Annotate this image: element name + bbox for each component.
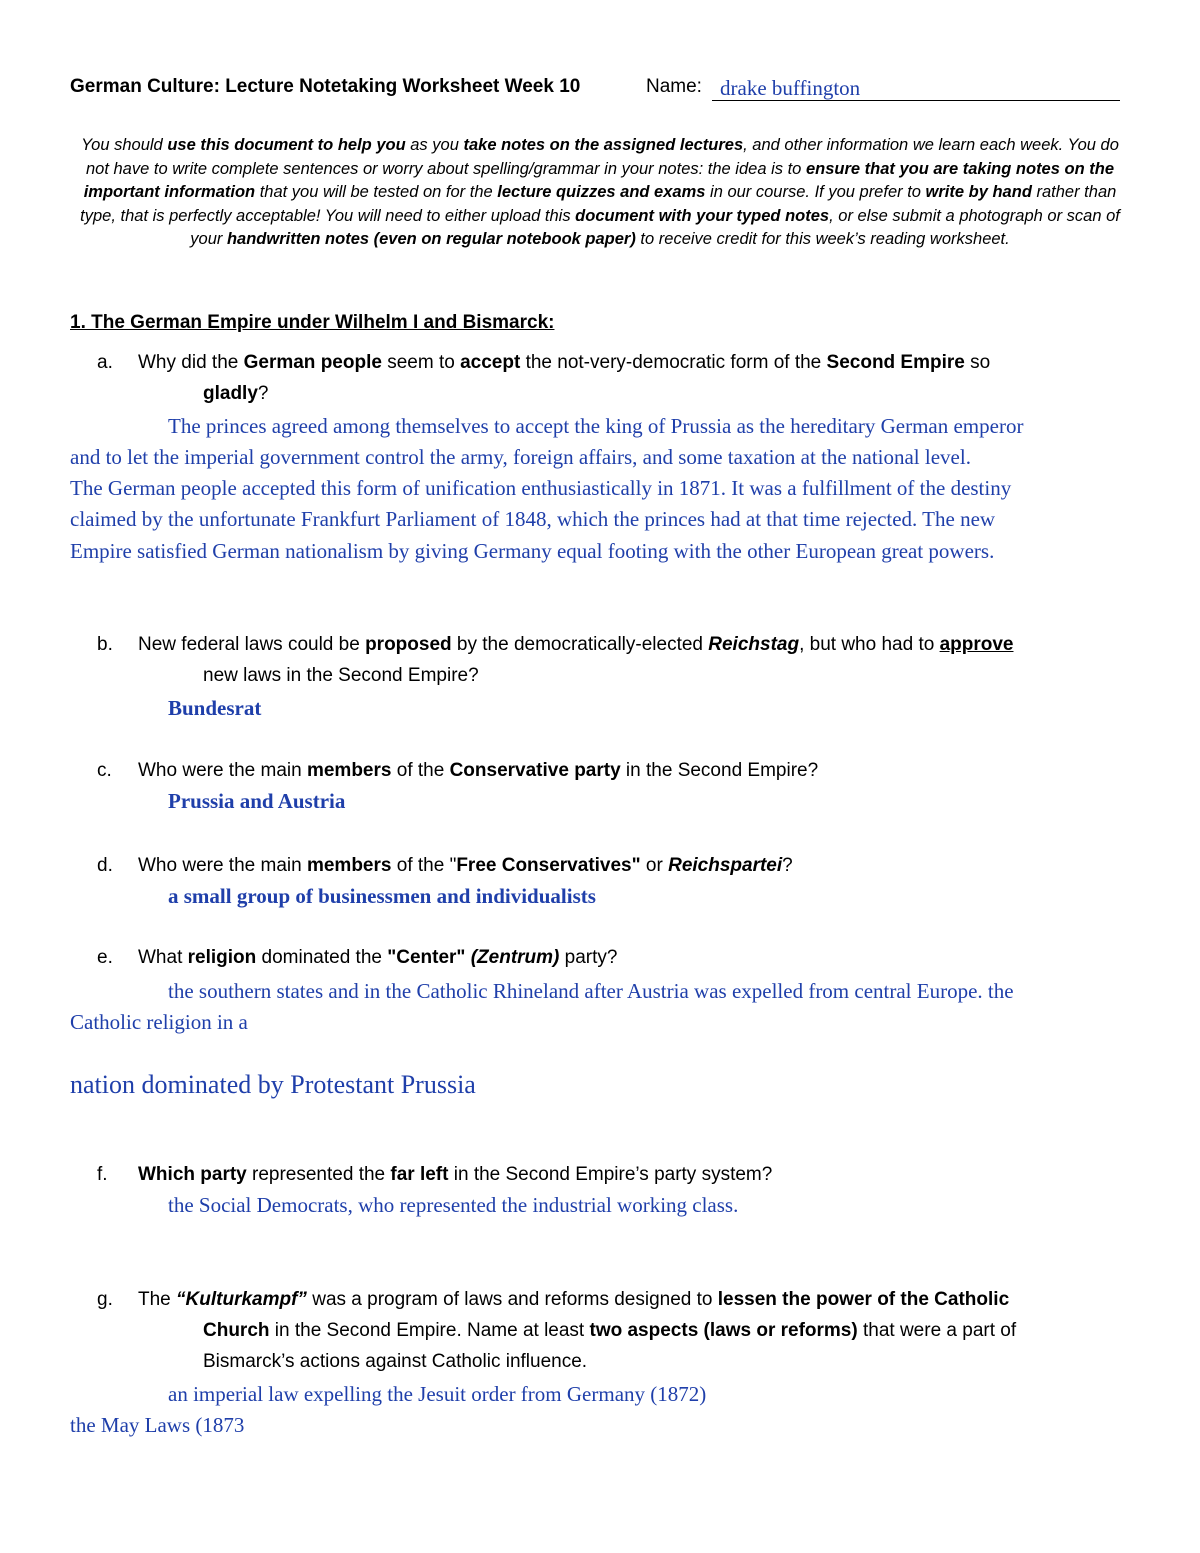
question-text: , but who had to <box>799 634 940 655</box>
intro-emphasis: lecture quizzes and exams <box>497 183 706 201</box>
question-text: of the " <box>391 855 457 876</box>
question-emphasis: Reichspartei <box>668 855 783 876</box>
question-text: by the democratically-elected <box>451 634 709 655</box>
answer-b[interactable]: Bundesrat <box>168 696 262 720</box>
question-b <box>138 634 1014 656</box>
question-text: party? <box>559 947 618 968</box>
question-a-cont <box>203 383 268 405</box>
intro-emphasis: handwritten notes (even on regular notebook paper) <box>226 230 636 248</box>
question-d-letter: d. <box>97 855 113 876</box>
question-text: that were a part of <box>857 1320 1017 1341</box>
question-text: so <box>964 352 991 373</box>
intro-text: that you will be tested on for the <box>255 183 498 201</box>
question-text: New federal laws could be <box>138 634 366 655</box>
question-d <box>138 855 793 877</box>
question-text: ? <box>257 383 269 404</box>
question-emphasis: German people <box>243 352 382 373</box>
answer-e-line[interactable]: nation dominated by Protestant Prussia <box>70 1070 476 1099</box>
question-emphasis: Free Conservatives" <box>456 855 641 876</box>
answer-g-line[interactable]: the May Laws (1873 <box>70 1413 245 1437</box>
question-emphasis: members <box>306 760 392 781</box>
question-c-letter: c. <box>97 760 112 781</box>
intro-text: , and other information we learn each week. You do not have to write complete sentences or worry about spelling/grammar in your notes: the idea is to <box>85 136 1119 178</box>
answer-g-line[interactable]: an imperial law expelling the Jesuit order from Germany (1872) <box>168 1382 707 1406</box>
intro-emphasis: use this document to help you <box>167 136 406 154</box>
intro-emphasis: document with your typed notes <box>575 206 830 225</box>
question-text: represented the <box>246 1164 391 1185</box>
worksheet-title <box>70 76 580 98</box>
question-a-letter: a. <box>97 352 113 373</box>
question-emphasis: approve <box>939 634 1014 655</box>
answer-a-line[interactable]: and to let the imperial government control the army, foreign affairs, and some taxation at the national level. <box>70 445 971 469</box>
answer-c[interactable]: Prussia and Austria <box>168 789 346 813</box>
question-text: seem to <box>381 352 461 373</box>
instructions-paragraph <box>70 134 1130 252</box>
question-emphasis: Second Empire <box>826 352 965 373</box>
question-text: in the Second Empire. Name at least <box>269 1320 590 1341</box>
question-text: or <box>640 855 669 876</box>
question-g-letter: g. <box>97 1289 113 1310</box>
section-heading: 1. The German Empire under Wilhelm I and Bismarck: <box>70 312 555 333</box>
answer-f[interactable]: the Social Democrats, who represented the industrial working class. <box>168 1193 739 1217</box>
name-value[interactable]: drake buffington <box>720 76 861 100</box>
name-label: Name: <box>646 76 702 97</box>
intro-text: as you <box>405 136 464 154</box>
question-emphasis: proposed <box>365 634 452 655</box>
question-text: the not-very-democratic form of the <box>520 352 827 373</box>
question-emphasis: Conservative party <box>449 760 621 781</box>
question-emphasis: religion <box>187 947 257 968</box>
question-text: dominated the <box>256 947 388 968</box>
question-text: The <box>138 1289 177 1310</box>
question-g <box>138 1289 1009 1311</box>
question-emphasis: Church <box>203 1320 270 1341</box>
answer-d[interactable]: a small group of businessmen and individualists <box>168 884 596 908</box>
answer-a-line[interactable]: The princes agreed among themselves to accept the king of Prussia as the hereditary German emperor <box>168 414 1024 438</box>
question-emphasis: lessen the power of the Catholic <box>717 1289 1010 1310</box>
question-emphasis: gladly <box>203 383 258 404</box>
answer-a-line[interactable]: Empire satisfied German nationalism by giving Germany equal footing with the other European great powers. <box>70 539 995 563</box>
answer-e-line[interactable]: Catholic religion in a <box>70 1010 248 1034</box>
question-g-cont <box>203 1320 1016 1342</box>
question-emphasis: two aspects (laws or reforms) <box>589 1320 858 1341</box>
question-text: of the <box>391 760 450 781</box>
question-emphasis: Reichstag <box>708 634 800 655</box>
question-text: Who were the main <box>138 855 307 876</box>
question-emphasis: accept <box>460 352 521 373</box>
title-text: German Culture: Lecture Notetaking Worksheet Week 10 <box>70 76 581 97</box>
question-emphasis: Which party <box>138 1164 247 1185</box>
question-a <box>138 352 990 374</box>
question-text: in the Second Empire? <box>620 760 819 781</box>
question-f-letter: f. <box>97 1164 108 1185</box>
question-emphasis: (Zentrum) <box>470 947 560 968</box>
question-emphasis: far left <box>390 1164 449 1185</box>
question-text: Why did the <box>138 352 244 373</box>
question-e-letter: e. <box>97 947 113 968</box>
intro-text: You should <box>81 136 168 154</box>
intro-text: to receive credit for this week’s reading worksheet. <box>635 230 1010 248</box>
question-emphasis: members <box>306 855 392 876</box>
question-e <box>138 947 617 969</box>
question-text: in the Second Empire’s party system? <box>448 1164 773 1185</box>
intro-text: in our course. If you prefer to <box>705 183 926 201</box>
question-text: What <box>138 947 188 968</box>
question-text: ? <box>782 855 793 876</box>
question-b-letter: b. <box>97 634 113 655</box>
intro-emphasis: write by hand <box>925 183 1032 201</box>
intro-emphasis: take notes on the assigned lectures <box>463 136 744 154</box>
question-emphasis: "Center" <box>387 947 466 968</box>
question-b-cont: new laws in the Second Empire? <box>203 665 479 686</box>
intro-text: , or else submit a photograph or scan of your <box>190 206 1120 248</box>
question-f <box>138 1164 772 1186</box>
question-g-cont: Bismarck’s actions against Catholic influence. <box>203 1351 588 1372</box>
question-text: was a program of laws and reforms designed to <box>306 1289 718 1310</box>
answer-e-line[interactable]: the southern states and in the Catholic Rhineland after Austria was expelled from central Europe. the <box>168 979 1014 1003</box>
answer-a-line[interactable]: The German people accepted this form of unification enthusiastically in 1871. It was a fulfillment of the destiny <box>70 476 1012 500</box>
question-c <box>138 760 818 782</box>
question-emphasis: “Kulturkampf” <box>176 1289 307 1310</box>
question-text: Who were the main <box>138 760 307 781</box>
intro-emphasis: ensure that you are taking notes on the important information <box>83 159 1114 201</box>
intro-text: rather than type, that is perfectly acceptable! You will need to either upload this <box>80 183 1117 225</box>
answer-a-line[interactable]: claimed by the unfortunate Frankfurt Parliament of 1848, which the princes had at that time rejected. The new <box>70 507 996 531</box>
